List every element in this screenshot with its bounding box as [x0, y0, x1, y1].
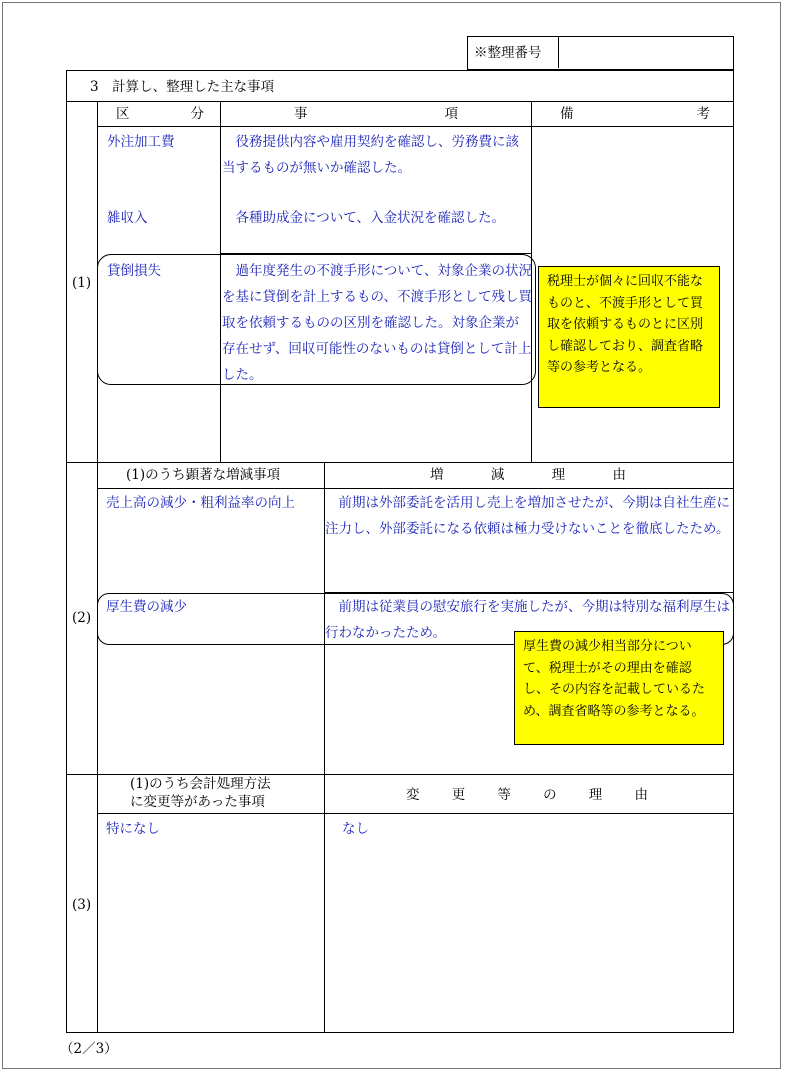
header-henkou-riyuu: 変 更 等 の 理 由: [406, 787, 648, 803]
s2-row-1-reason: 前期は外部委託を活用し売上を増加させたが、今期は自社生産に注力し、外部委託になる依頼は極力受けないことを徹底したため。: [325, 495, 730, 537]
s3-row-1-reason: なし: [342, 821, 369, 837]
s2-row-2-reason: 前期は従業員の慰安旅行を実施したが、今期は特別な福利厚生は行わなかったため。: [325, 599, 730, 641]
header-kubun: 区 分: [116, 106, 204, 122]
section-3-label: (3): [72, 897, 92, 913]
header-henkou-jikou-1: (1)のうち会計処理方法: [130, 776, 271, 792]
s1-row-3-kubun: 貸倒損失: [107, 263, 161, 279]
s1-row-2-kubun: 雑収入: [107, 210, 148, 226]
s3-row-1-item: 特になし: [106, 821, 160, 837]
note-kashidaore: 税理士が個々に回収不能なものと、不渡手形として買取を依頼するものとに区別し確認しており、調査省略等の参考となる。: [538, 266, 720, 408]
section-1-label: (1): [72, 275, 92, 291]
s2-row-2-item: 厚生費の減少: [106, 599, 187, 615]
s1-row-1-kubun: 外注加工費: [107, 134, 175, 150]
header-jikou: 事 項: [294, 106, 458, 122]
note-kouseihi: 厚生費の減少相当部分について、税理士がその理由を確認し、その内容を記載しているため、調査省略等の参考となる。: [514, 631, 724, 745]
section-2-label: (2): [72, 610, 92, 626]
seiri-number-box: [467, 36, 734, 70]
header-zougen-jikou: (1)のうち顕著な増減事項: [126, 467, 281, 483]
s1-row-3-jikou: 過年度発生の不渡手形について、対象企業の状況を基に貸倒を計上するもの、不渡手形として残し買取を依頼するものの区別を確認した。対象企業が存在せず、回収可能性のないものは貸倒として計上した。: [222, 263, 532, 383]
s1-row-1-jikou: 役務提供内容や雇用契約を確認し、労務費に該当するものが無いか確認した。: [222, 134, 519, 176]
highlight-kashidaore: [97, 254, 536, 385]
s2-row-1-item: 売上高の減少・粗利益率の向上: [106, 495, 295, 511]
header-zougen-riyuu: 増 減 理 由: [430, 467, 626, 483]
header-henkou-jikou-2: に変更等があった事項: [130, 794, 265, 810]
section-title: 3 計算し、整理した主な事項: [90, 79, 275, 95]
s1-row-2-jikou: 各種助成金について、入金状況を確認した。: [222, 210, 505, 226]
page-number: （2／3）: [60, 1041, 118, 1057]
header-bikou: 備 考: [560, 106, 710, 122]
seiri-number-label: ※整理番号: [474, 45, 542, 61]
